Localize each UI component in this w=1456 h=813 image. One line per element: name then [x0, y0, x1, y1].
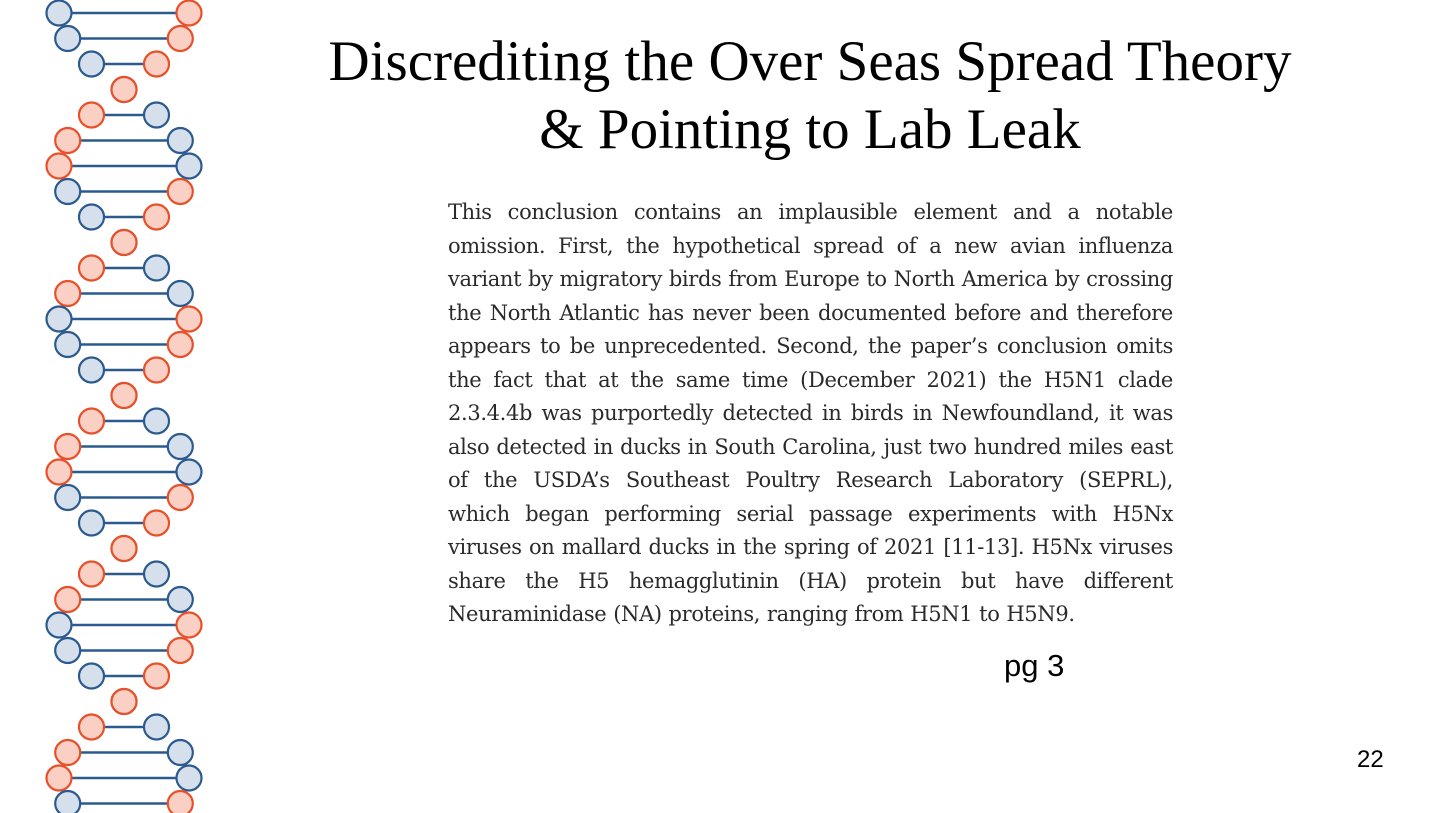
- dna-base-node: [177, 1, 202, 26]
- dna-base-node: [168, 791, 193, 813]
- dna-base-node: [144, 664, 169, 689]
- slide-title-line-2: & Pointing to Lab Leak: [539, 98, 1081, 161]
- dna-base-node: [79, 715, 104, 740]
- dna-base-node: [168, 281, 193, 306]
- dna-base-node: [144, 103, 169, 128]
- dna-base-node: [55, 740, 80, 765]
- dna-base-node: [112, 689, 137, 714]
- dna-base-node: [79, 562, 104, 587]
- dna-base-node: [112, 77, 137, 102]
- dna-helix-icon: [0, 0, 230, 813]
- dna-base-node: [47, 307, 72, 332]
- dna-base-node: [144, 715, 169, 740]
- dna-base-node: [55, 128, 80, 153]
- dna-base-node: [144, 409, 169, 434]
- dna-base-node: [55, 26, 80, 51]
- dna-base-node: [79, 409, 104, 434]
- dna-base-node: [112, 230, 137, 255]
- dna-base-node: [79, 664, 104, 689]
- dna-base-node: [55, 332, 80, 357]
- dna-base-node: [55, 179, 80, 204]
- slide-title: [240, 28, 1380, 164]
- dna-base-node: [47, 154, 72, 179]
- dna-base-node: [79, 358, 104, 383]
- slide-number: 22: [1357, 746, 1384, 773]
- dna-base-node: [55, 638, 80, 663]
- dna-base-node: [168, 587, 193, 612]
- dna-base-node: [168, 485, 193, 510]
- dna-base-node: [47, 460, 72, 485]
- dna-base-node: [177, 154, 202, 179]
- dna-base-node: [144, 256, 169, 281]
- dna-base-node: [177, 460, 202, 485]
- dna-base-node: [168, 638, 193, 663]
- dna-base-node: [112, 383, 137, 408]
- dna-base-node: [55, 587, 80, 612]
- dna-base-node: [47, 613, 72, 638]
- dna-base-node: [47, 766, 72, 791]
- dna-base-node: [168, 740, 193, 765]
- dna-base-node: [144, 562, 169, 587]
- dna-base-node: [168, 128, 193, 153]
- dna-base-node: [144, 205, 169, 230]
- dna-base-node: [168, 26, 193, 51]
- dna-base-node: [168, 179, 193, 204]
- dna-base-node: [168, 332, 193, 357]
- dna-base-node: [177, 613, 202, 638]
- dna-base-node: [55, 281, 80, 306]
- dna-base-node: [177, 307, 202, 332]
- dna-base-node: [55, 485, 80, 510]
- dna-base-node: [79, 205, 104, 230]
- dna-base-node: [47, 1, 72, 26]
- slide-title-line-1: Discrediting the Over Seas Spread Theory: [328, 30, 1292, 93]
- dna-base-node: [177, 766, 202, 791]
- dna-base-node: [112, 536, 137, 561]
- quoted-excerpt: This conclusion contains an implausible element and a notable omission. First, the hypothetical spread of a new avian influenza variant by migratory birds from Europe to North America by crossing the North Atlantic has never been documented before and therefore appears to be unprecedented. Second, the paper’s conclusion omits the fact that at the same time (December 2021) the H5N1 clade 2.3.4.4b was purportedly detected in birds in Newfoundland, it was also detected in ducks in South Carolina, just two hundred miles east of the USDA’s Southeast Poultry Research Laboratory (SEPRL), which began performing serial passage experiments with H5Nx viruses on mallard ducks in the spring of 2021 [11-13]. H5Nx viruses share the H5 hemagglutinin (HA) protein but have different Neuraminidase (NA) proteins, ranging from H5N1 to H5N9.: [448, 200, 1173, 626]
- dna-base-node: [144, 511, 169, 536]
- dna-base-node: [79, 256, 104, 281]
- dna-base-node: [79, 52, 104, 77]
- dna-base-node: [79, 103, 104, 128]
- dna-base-node: [144, 358, 169, 383]
- dna-base-node: [168, 434, 193, 459]
- dna-base-node: [55, 434, 80, 459]
- page-reference: pg 3: [1004, 648, 1065, 683]
- dna-base-node: [144, 52, 169, 77]
- dna-base-node: [79, 511, 104, 536]
- dna-base-node: [55, 791, 80, 813]
